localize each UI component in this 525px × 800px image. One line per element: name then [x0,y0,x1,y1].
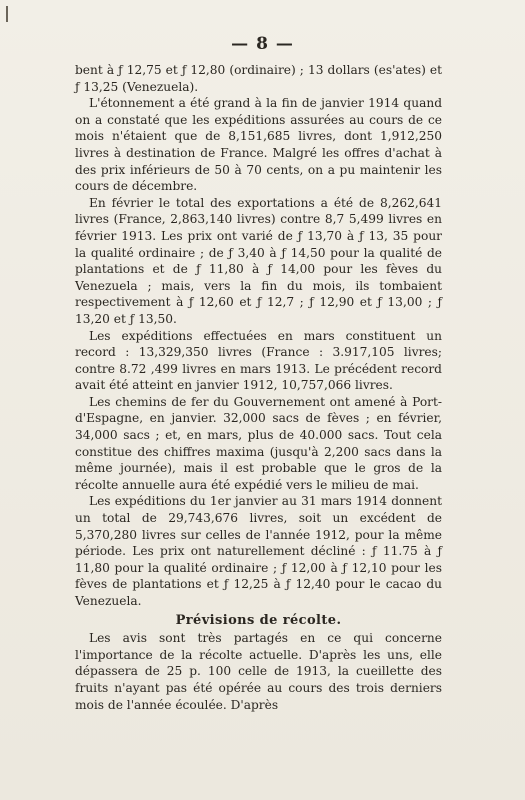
paragraph-forecast: Les avis sont très partagés en ce qui concerne l'importance de la récolte actuelle. D'après les uns, elle dépassera de 25 p. 100 celle de 1913, la cueillette des fruits n'ayant pas été opérée au cours des trois derniers mois de l'année écoulée. D'après [75,631,442,712]
paragraph-railways: Les chemins de fer du Gouvernement ont amené à Port-d'Espagne, en janvier. 32,000 sacs de fèves ; en février, 34,000 sacs ; et, en mars, plus de 40.000 sacs. Tout cela constitue des chiffres maxima (jusqu'à 2,200 sacs dans la même journée), mais il est probable que le gros de la récolte annuelle aura été expédié vers le milieu de mai. [75,394,442,492]
text-body [75,62,442,713]
paragraph-continuation: bent à ƒ 12,75 et ƒ 12,80 (ordinaire) ; 13 dollars (es'ates) et ƒ 13,25 (Venezuela). [75,63,442,94]
margin-mark [6,6,8,22]
paragraph-february: En février le total des exportations a été de 8,262,641 livres (France, 2,863,140 livres) contre 8,7 5,499 livres en février 1913. Les prix ont varié de ƒ 13,70 à ƒ 13, 35 pour la qualité ordinaire ; de ƒ 3,40 à ƒ 14,50 pour la qualité de plantations et de ƒ 11,80 à ƒ 14,00 pour les fèves du Venezuela ; mais, vers la fin du mois, ils tombaient respectivement à ƒ 12,60 et ƒ 12,7 ; ƒ 12,90 et ƒ 13,00 ; ƒ 13,20 et ƒ 13,50. [75,195,442,326]
paragraph-january: L'étonnement a été grand à la fin de janvier 1914 quand on a constaté que les expéditions assurées au cours de ce mois n'étaient que de 8,151,685 livres, dont 1,912,250 livres à destination de France. Malgré les offres d'achat à des prix inférieurs de 50 à 70 cents, on a pu maintenir les cours de décembre. [75,96,442,194]
paragraph-march: Les expéditions effectuées en mars constituent un record : 13,329,350 livres (France : 3.917,105 livres; contre 8.72 ,499 livres en mars 1913. Le précédent record avait été atteint en janvier 1912, 10,757,066 livres. [75,328,442,393]
page-number: — 8 — [231,34,294,54]
section-title: Prévisions de récolte. [175,612,342,628]
paragraph-quarter-total: Les expéditions du 1er janvier au 31 mars 1914 donnent un total de 29,743,676 livres, soit un excédent de 5,370,280 livres sur celles de l'année 1912, pour la même période. Les prix ont naturellement décliné : ƒ 11.75 à ƒ 11,80 pour la qualité ordinaire ; ƒ 12,00 à ƒ 12,10 pour les fèves de plantations et ƒ 12,25 à ƒ 12,40 pour le cacao du Venezuela. [75,494,442,608]
